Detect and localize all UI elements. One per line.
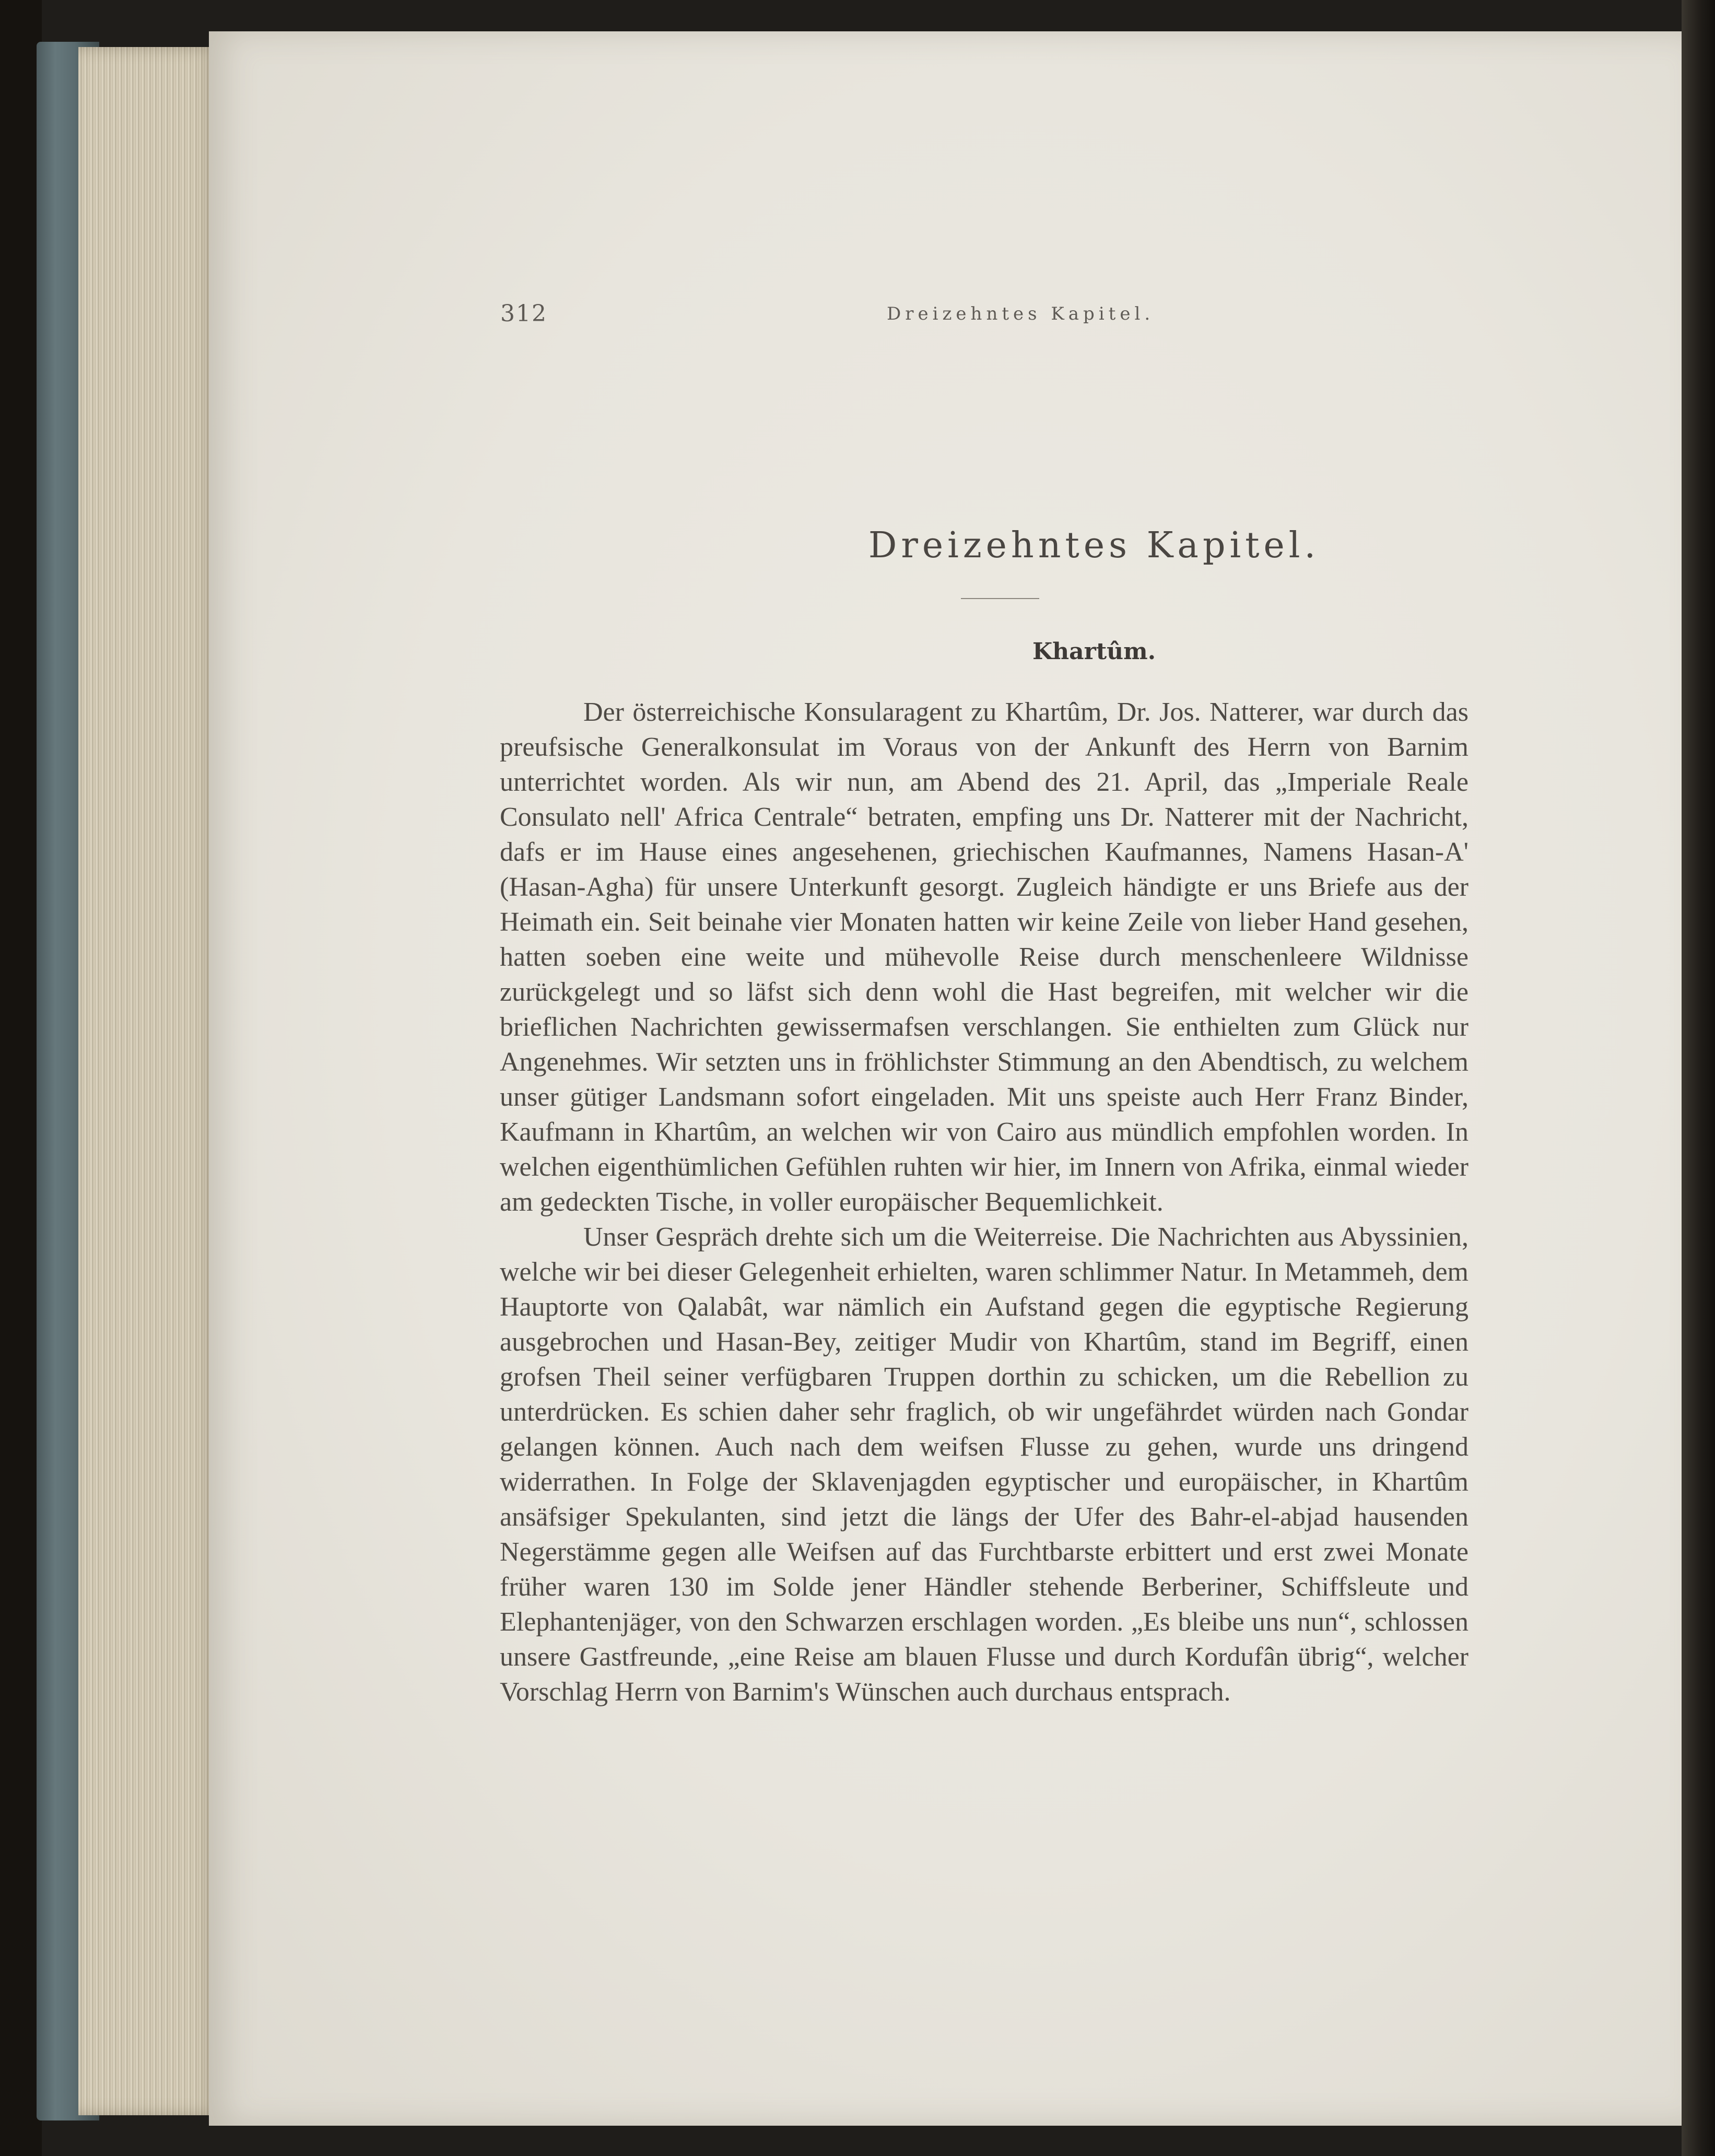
running-head: [500, 300, 1174, 332]
scanner-background: [0, 0, 42, 2156]
book-gutter-right: [1682, 0, 1715, 2156]
paragraph-1: Der österreichische Konsularagent zu Khartûm, Dr. Jos. Natterer, war durch das preufsische Generalkonsulat im Voraus von der Ankunft des Herrn von Barnim unterrichtet worden. Als wir nun, am Abend des 21. April, das „Imperiale Reale Consulato nell' Africa Centrale“ betraten, empfing uns Dr. Natterer mit der Nachricht, dafs er im Hause eines angesehenen, griechischen Kaufmannes, Namens Hasan-A' (Hasan-Agha) für unsere Unterkunft gesorgt. Zugleich händigte er uns Briefe aus der Heimath ein. Seit beinahe vier Monaten hatten wir keine Zeile von lieber Hand gesehen, hatten soeben eine weite und mühevolle Reise durch menschenleere Wildnisse zurückgelegt und so läfst sich denn wohl die Hast begreifen, mit welcher wir die brieflichen Nachrichten gewissermafsen verschlangen. Sie enthielten zum Glück nur Angenehmes. Wir setzten uns in fröhlichster Stimmung an den Abendtisch, zu welchem unser gütiger Landsmann sofort eingeladen. Mit uns speiste auch Herr Franz Binder, Kaufmann in Khartûm, an welchen wir von Cairo aus mündlich empfohlen worden. In welchen eigenthümlichen Gefühlen ruhten wir hier, im Innern von Afrika, einmal wieder am gedeckten Tische, in voller europäischer Bequemlichkeit.: [500, 697, 1469, 1217]
chapter-title: Dreizehntes Kapitel.: [868, 525, 1320, 566]
title-divider: [961, 598, 1039, 599]
body-text: [500, 695, 1469, 1709]
page-number: 312: [500, 300, 547, 327]
section-title: Khartûm.: [1032, 638, 1156, 665]
paragraph-2: Unser Gespräch drehte sich um die Weiterreise. Die Nachrichten aus Abyssinien, welche wir bei dieser Gelegenheit erhielten, waren schlimmer Natur. In Metammeh, dem Hauptorte von Qalabât, war nämlich ein Aufstand gegen die egyptische Regierung ausgebrochen und Hasan-Bey, zeitiger Mudir von Khartûm, stand im Begriff, einen grofsen Theil seiner verfügbaren Truppen dorthin zu schicken, um die Rebellion zu unterdrücken. Es schien daher sehr fraglich, ob wir ungefährdet würden nach Gondar gelangen können. Auch nach dem weifsen Flusse zu gehen, wurde uns dringend widerrathen. In Folge der Sklavenjagden egyptischer und europäischer, in Khartûm ansäfsiger Spekulanten, sind jetzt die längs der Ufer des Bahr-el-abjad hausenden Negerstämme gegen alle Weifsen auf das Furchtbarste erbittert und erst zwei Monate früher waren 130 im Solde jener Händler stehende Berberiner, Schiffsleute und Elephantenjäger, von den Schwarzen erschlagen worden. „Es bleibe uns nun“, schlossen unsere Gastfreunde, „eine Reise am blauen Flusse und durch Kordufân übrig“, welcher Vorschlag Herrn von Barnim's Wünschen auch durchaus entsprach.: [500, 1222, 1469, 1707]
page-stack-edge: [78, 47, 219, 2115]
running-title: Dreizehntes Kapitel.: [887, 303, 1155, 324]
